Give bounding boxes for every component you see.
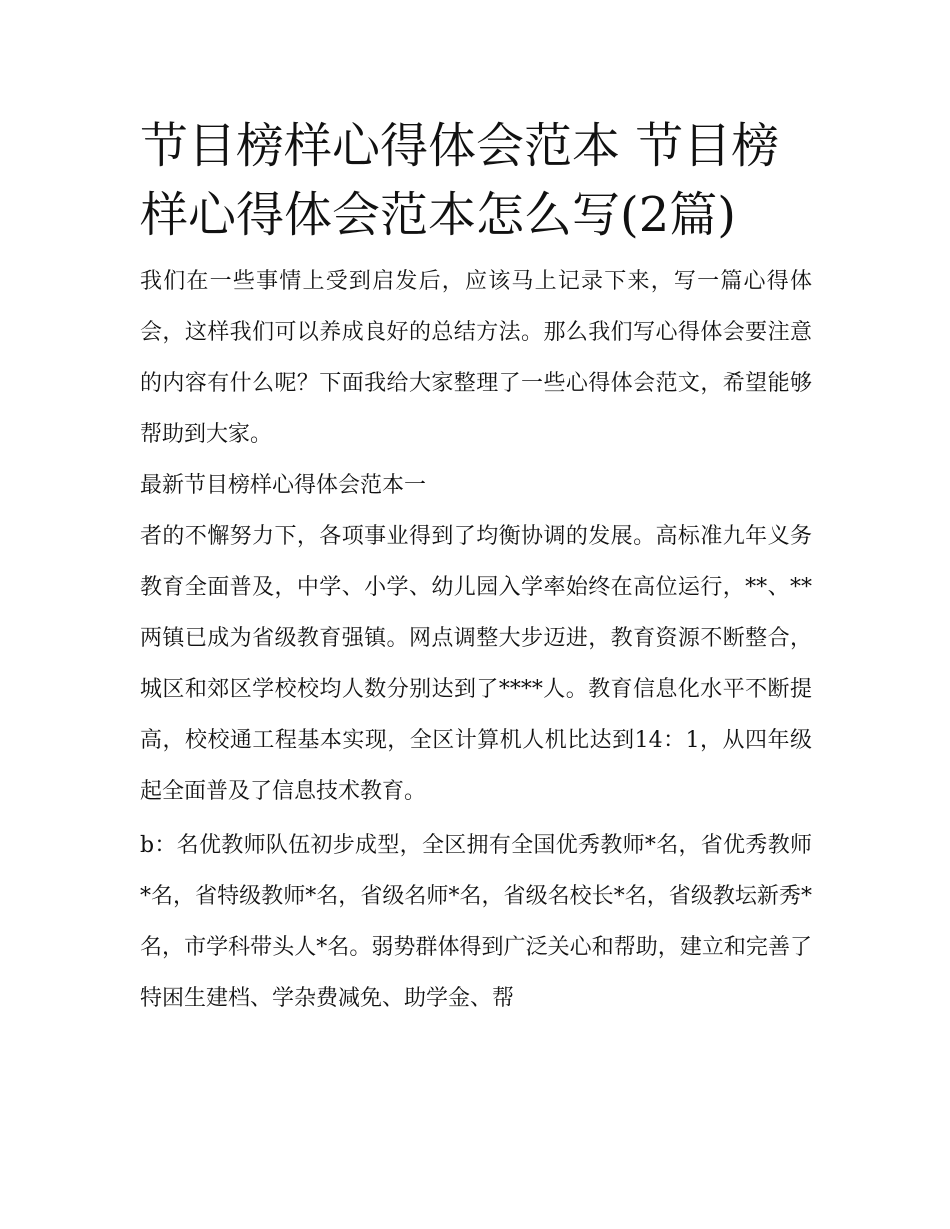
section-heading: 最新节目榜样心得体会范本一	[140, 473, 427, 498]
document-title: 节目榜样心得体会范本 节目榜样心得体会范本怎么写(2篇)	[140, 118, 780, 243]
document-page	[140, 112, 812, 1024]
body-paragraph-2: b：名优教师队伍初步成型，全区拥有全国优秀教师*名，省优秀教师*名，省特级教师*名，省级名师*名，省级名校长*名，省级教坛新秀*名，市学科带头人*名。弱势群体得到广泛关心和帮助，建立和完善了特困生建档、学杂费减免、助学金、帮	[140, 833, 812, 1011]
body-paragraph-1: 者的不懈努力下，各项事业得到了均衡协调的发展。高标准九年义务教育全面普及，中学、小学、幼儿园入学率始终在高位运行，**、**两镇已成为省级教育强镇。网点调整大步迈进，教育资源不断整合，城区和郊区学校校均人数分别达到了****人。教育信息化水平不断提高，校校通工程基本实现，全区计算机人机比达到14：1，从四年级起全面普及了信息技术教育。	[140, 524, 812, 804]
intro-paragraph: 我们在一些事情上受到启发后，应该马上记录下来，写一篇心得体会，这样我们可以养成良好的总结方法。那么我们写心得体会要注意的内容有什么呢？下面我给大家整理了一些心得体会范文，希望能够帮助到大家。	[140, 269, 812, 447]
